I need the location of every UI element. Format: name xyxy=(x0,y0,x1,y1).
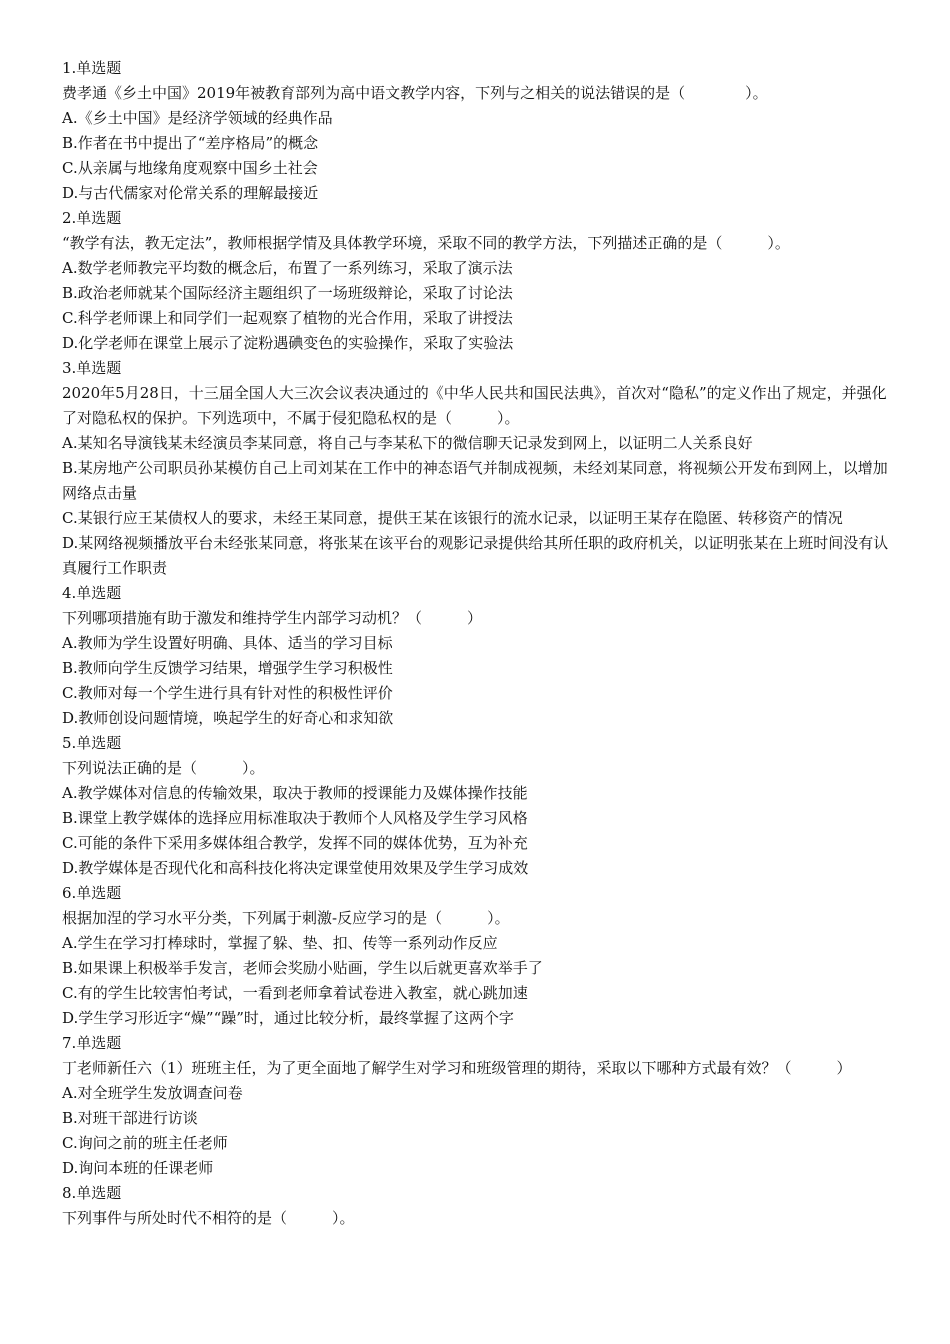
option-a: A.教学媒体对信息的传输效果，取决于教师的授课能力及媒体操作技能 xyxy=(62,784,528,802)
option-b: B.作者在书中提出了“差序格局”的概念 xyxy=(62,134,319,152)
option-c: C.科学老师课上和同学们一起观察了植物的光合作用，采取了讲授法 xyxy=(62,309,513,327)
option-a: A.教师为学生设置好明确、具体、适当的学习目标 xyxy=(62,634,393,652)
question-header: 5.单选题 xyxy=(62,734,122,752)
question-header: 1.单选题 xyxy=(62,59,122,77)
question-header: 2.单选题 xyxy=(62,209,122,227)
question-stem: “教学有法，教无定法”，教师根据学情及具体教学环境，采取不同的教学方法，下列描述正确的是（ ）。 xyxy=(62,234,790,252)
option-b: B.政治老师就某个国际经济主题组织了一场班级辩论，采取了讨论法 xyxy=(62,284,513,302)
question-2 xyxy=(62,206,890,356)
option-b: B.对班干部进行访谈 xyxy=(62,1109,198,1127)
option-d: D.与古代儒家对伦常关系的理解最接近 xyxy=(62,184,319,202)
option-d: D.学生学习形近字“燥”“躁”时，通过比较分析，最终掌握了这两个字 xyxy=(62,1009,514,1027)
question-7 xyxy=(62,1031,890,1181)
question-stem: 2020年5月28日，十三届全国人大三次会议表决通过的《中华人民共和国民法典》，首次对“隐私”的定义作出了规定，并强化了对隐私权的保护。下列选项中，不属于侵犯隐私权的是（ ）。 xyxy=(62,384,887,427)
option-a: A.《乡土中国》是经济学领域的经典作品 xyxy=(62,109,333,127)
question-header: 6.单选题 xyxy=(62,884,122,902)
exam-page xyxy=(62,56,890,1231)
option-d: D.教师创设问题情境，唤起学生的好奇心和求知欲 xyxy=(62,709,394,727)
question-5 xyxy=(62,731,890,881)
option-d: D.教学媒体是否现代化和高科技化将决定课堂使用效果及学生学习成效 xyxy=(62,859,529,877)
option-c: C.有的学生比较害怕考试，一看到老师拿着试卷进入教室，就心跳加速 xyxy=(62,984,528,1002)
option-a: A.某知名导演钱某未经演员李某同意，将自己与李某私下的微信聊天记录发到网上，以证明二人关系良好 xyxy=(62,434,753,452)
option-a: A.学生在学习打棒球时，掌握了躲、垫、扣、传等一系列动作反应 xyxy=(62,934,498,952)
option-c: C.询问之前的班主任老师 xyxy=(62,1134,228,1152)
question-8 xyxy=(62,1181,890,1231)
option-c: C.可能的条件下采用多媒体组合教学，发挥不同的媒体优势，互为补充 xyxy=(62,834,528,852)
question-stem: 根据加涅的学习水平分类，下列属于刺激-反应学习的是（ ）。 xyxy=(62,909,510,927)
option-c: C.某银行应王某债权人的要求，未经王某同意，提供王某在该银行的流水记录，以证明王某存在隐匿、转移资产的情况 xyxy=(62,509,843,527)
question-6 xyxy=(62,881,890,1031)
option-b: B.教师向学生反馈学习结果，增强学生学习积极性 xyxy=(62,659,393,677)
question-header: 4.单选题 xyxy=(62,584,122,602)
option-a: A.对全班学生发放调查问卷 xyxy=(62,1084,243,1102)
question-stem: 费孝通《乡土中国》2019年被教育部列为高中语文教学内容，下列与之相关的说法错误的是（ ）。 xyxy=(62,84,768,102)
option-b: B.课堂上教学媒体的选择应用标准取决于教师个人风格及学生学习风格 xyxy=(62,809,528,827)
question-stem: 下列哪项措施有助于激发和维持学生内部学习动机？（ ） xyxy=(62,609,483,627)
option-b: B.如果课上积极举手发言，老师会奖励小贴画，学生以后就更喜欢举手了 xyxy=(62,959,543,977)
question-header: 3.单选题 xyxy=(62,359,122,377)
question-stem: 丁老师新任六（1）班班主任，为了更全面地了解学生对学习和班级管理的期待，采取以下哪种方式最有效？（ ） xyxy=(62,1059,852,1077)
option-d: D.化学老师在课堂上展示了淀粉遇碘变色的实验操作，采取了实验法 xyxy=(62,334,514,352)
option-c: C.教师对每一个学生进行具有针对性的积极性评价 xyxy=(62,684,393,702)
question-3 xyxy=(62,356,890,581)
question-stem: 下列事件与所处时代不相符的是（ ）。 xyxy=(62,1209,355,1227)
question-4 xyxy=(62,581,890,731)
question-header: 7.单选题 xyxy=(62,1034,122,1052)
question-header: 8.单选题 xyxy=(62,1184,122,1202)
option-d: D.某网络视频播放平台未经张某同意，将张某在该平台的观影记录提供给其所任职的政府机关，以证明张某在上班时间没有认真履行工作职责 xyxy=(62,534,889,577)
option-a: A.数学老师教完平均数的概念后，布置了一系列练习，采取了演示法 xyxy=(62,259,513,277)
option-b: B.某房地产公司职员孙某模仿自己上司刘某在工作中的神态语气并制成视频，未经刘某同意，将视频公开发布到网上，以增加网络点击量 xyxy=(62,459,888,502)
option-d: D.询问本班的任课老师 xyxy=(62,1159,214,1177)
question-stem: 下列说法正确的是（ ）。 xyxy=(62,759,265,777)
option-c: C.从亲属与地缘角度观察中国乡土社会 xyxy=(62,159,318,177)
question-1 xyxy=(62,56,890,206)
